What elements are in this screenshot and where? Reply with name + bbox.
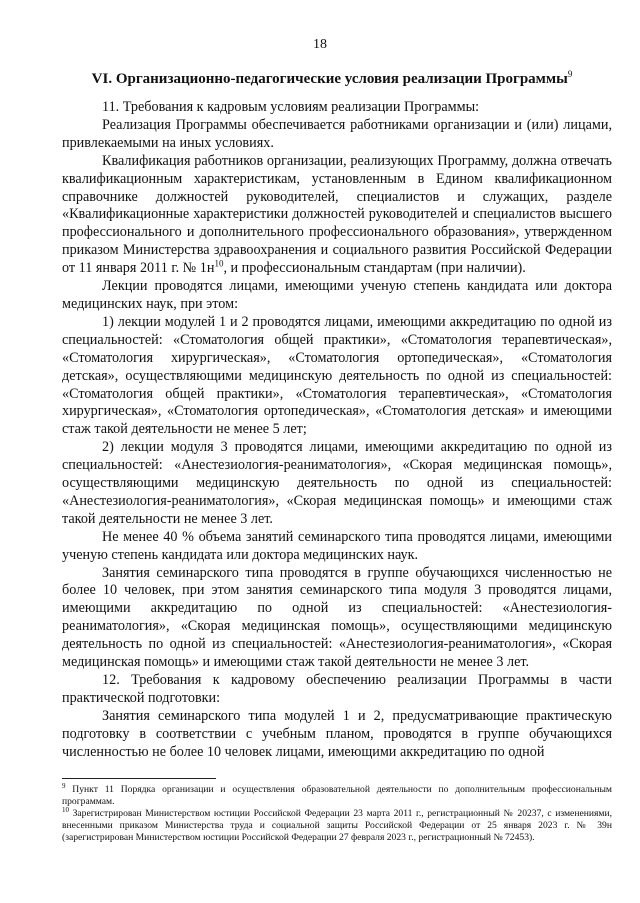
- paragraph: Реализация Программы обеспечивается работниками организации и (или) лицами, привлекаемыми на иных условиях.: [62, 116, 612, 151]
- footnote: [62, 808, 612, 844]
- paragraph: 1) лекции модулей 1 и 2 проводятся лицами, имеющими аккредитацию по одной из специальностей: «Стоматология общей практики», «Стоматология терапевтическая», «Стоматология хирургическая», «Стоматология ортопедическая», «Стоматология детская», осуществляющими медицинскую деятельность по одной из специальностей: «Стоматология общей практики», «Стоматология терапевтическая», «Стоматология хирургическая», «Стоматология ортопедическая», «Стоматология детская» и имеющими стаж такой деятельности не менее 5 лет;: [62, 313, 612, 438]
- footnote-ref-10: 10: [214, 258, 224, 269]
- paragraph: 2) лекции модуля 3 проводятся лицами, имеющими аккредитацию по одной из специальностей: «Анестезиология-реаниматология», «Скорая медицинская помощь», осуществляющими медицинскую деятельность по одной из специальностей: «Анестезиология-реаниматология», «Скорая медицинская помощь» и имеющими стаж такой деятельности не менее 3 лет.: [62, 439, 612, 527]
- footnote-divider: [62, 778, 216, 779]
- paragraph: 12. Требования к кадровому обеспечению реализации Программы в части практической подготовки:: [62, 672, 612, 706]
- paragraph: 11. Требования к кадровым условиям реализации Программы:: [102, 99, 480, 115]
- footnote-mark: 9: [62, 781, 66, 790]
- footnote-text: Зарегистрирован Министерством юстиции Российской Федерации 23 марта 2011 г., регистрационный № 20237, с изменениями, внесенными приказом Министерства труда и социальной защиты Российской Федерации от 25 января 2023 г. № 39н (зарегистрирован Министерством юстиции Российской Федерации 27 февраля 2023 г., регистрационный № 72453).: [62, 808, 612, 844]
- section-heading: [62, 66, 602, 89]
- paragraph-text: Квалификация работников организации, реализующих Программу, должна отвечать квалификационным характеристикам, установленным в Едином квалификационном справочнике должностей руководителей, специалистов и служащих, разделе «Квалификационные характеристики должностей руководителей и специалистов высшего профессионального и дополнительного профессионального образования», утвержденном приказом Министерства здравоохранения и социального развития Российской Федерации от 11 января 2011 г.: [62, 152, 612, 277]
- paragraph: Занятия семинарского типа модулей 1 и 2, предусматривающие практическую подготовку в соответствии с учебным планом, проводятся в группе обучающихся численностью не более 10 человек лицами, имеющими аккредитацию по одной: [62, 707, 612, 760]
- footnote: [62, 781, 612, 808]
- section-heading-text: VI. Организационно-педагогические условия реализации Программы: [91, 71, 568, 87]
- page-number: 18: [313, 37, 327, 52]
- footnote-mark: 10: [62, 806, 69, 814]
- paragraph: Занятия семинарского типа проводятся в группе обучающихся численностью не более 10 человек, при этом занятия семинарского типа модуля 3 проводятся лицами, имеющими аккредитацию по одной из специальностей: «Анестезиология-реаниматология», «Скорая медицинская помощь», осуществляющими медицинскую деятельность по одной из специальностей: «Анестезиология-реаниматология», «Скорая медицинская помощь» и имеющими стаж такой деятельности не менее 3 лет.: [62, 564, 612, 671]
- footnote-text: Пункт 11 Порядка организации и осуществления образовательной деятельности по дополнительным профессиональным программам.: [62, 784, 612, 808]
- paragraph-tail: , и профессиональным стандартам (при наличии).: [223, 260, 526, 277]
- paragraph: Не менее 40 % объема занятий семинарского типа проводятся лицами, имеющими ученую степень кандидата или доктора медицинских наук.: [62, 528, 612, 563]
- footnote-ref-9: 9: [567, 69, 573, 79]
- paragraph: Лекции проводятся лицами, имеющими ученую степень кандидата или доктора медицинских наук, при этом:: [62, 278, 612, 312]
- footnotes: [62, 781, 612, 844]
- document-body: [62, 99, 612, 762]
- paragraph: [62, 153, 612, 278]
- order-number: № 1н: [182, 260, 215, 277]
